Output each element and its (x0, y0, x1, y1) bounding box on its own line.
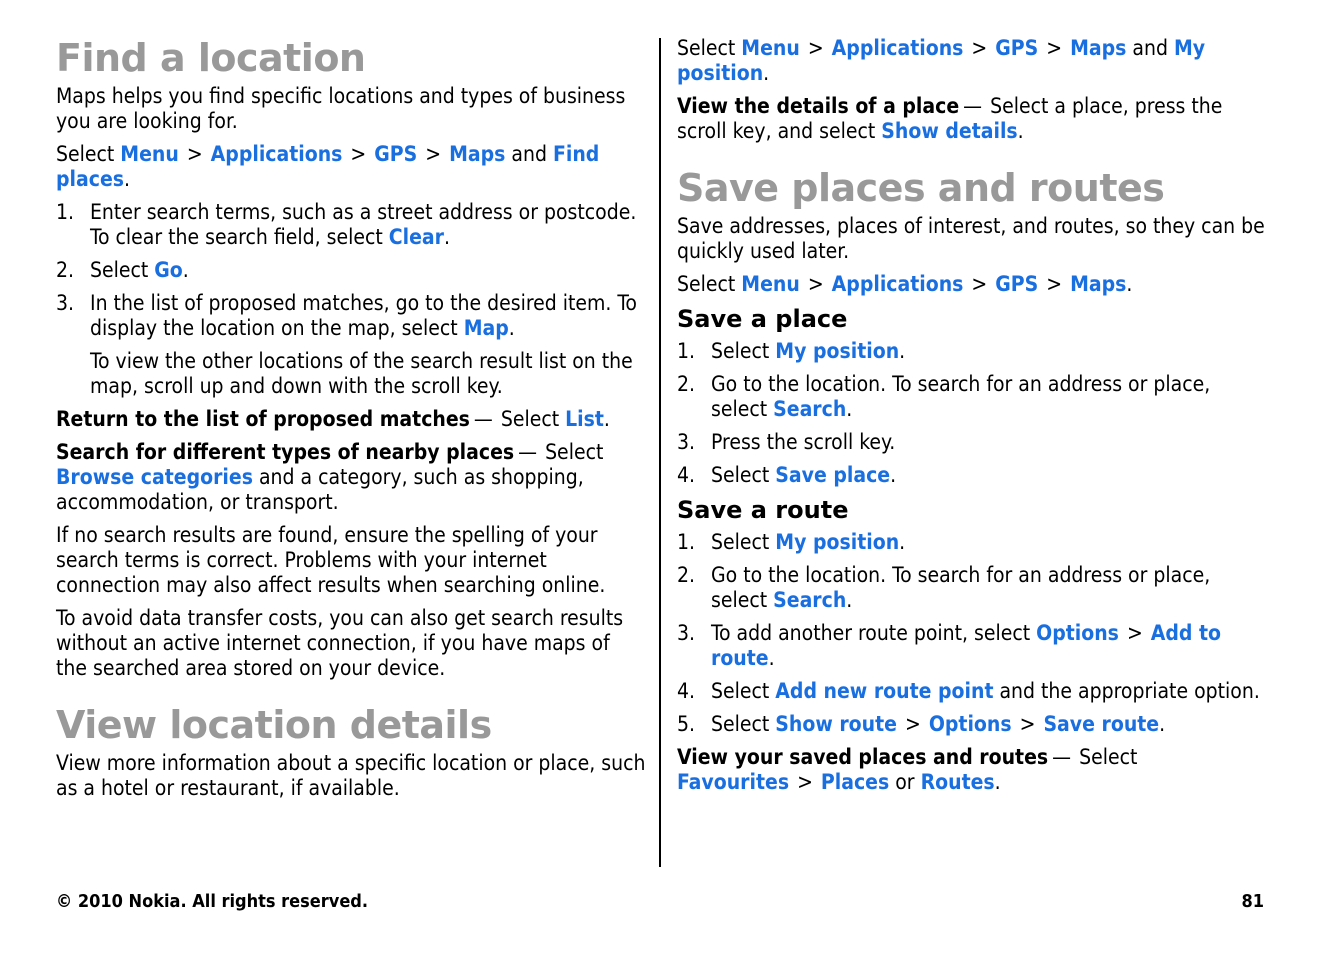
list-item-note: To view the other locations of the search result list on the map, scroll up and down with the scroll key. (90, 349, 633, 398)
saved-places-paragraph: View your saved places and routes — Select Favourites > Places or Routes. (677, 745, 1138, 794)
my-position-link[interactable]: My position (677, 36, 1206, 85)
nearby-places-paragraph: Search for different types of nearby places — Select Browse categories and a category, such as shopping, accommodation, or transport. (56, 440, 604, 514)
copyright-footer: © 2010 Nokia. All rights reserved. (56, 891, 369, 912)
maps-link[interactable]: Maps (1070, 272, 1127, 296)
show-route-link[interactable]: Show route (775, 712, 897, 736)
list-item: 1. Select My position. (677, 339, 906, 363)
save-route-subtitle: Save a route (677, 496, 849, 524)
options-link[interactable]: Options (1036, 621, 1119, 645)
add-new-route-point-link[interactable]: Add new route point (775, 679, 994, 703)
list-item: 3. Press the scroll key. (677, 430, 896, 454)
find-places-link[interactable]: Find places (56, 142, 600, 191)
list-item: 1. Enter search terms, such as a street address or postcode. To clear the search field, select Clear. (56, 200, 637, 249)
find-location-intro: Maps helps you find specific locations and types of business you are looking for. (56, 84, 626, 133)
list-item: 2. Go to the location. To search for an address or place, select Search. (677, 563, 1211, 612)
save-places-title: Save places and routes (677, 166, 1165, 210)
save-place-subtitle: Save a place (677, 305, 848, 333)
left-column (56, 36, 646, 809)
list-link[interactable]: List (565, 407, 604, 431)
list-item: 3. To add another route point, select Options > Add to route. (677, 621, 1222, 670)
save-route-steps (677, 530, 1267, 737)
list-item: 4. Select Save place. (677, 463, 897, 487)
options-link[interactable]: Options (928, 712, 1012, 736)
avoid-costs-paragraph: To avoid data transfer costs, you can also get search results without an active internet connection, if you have maps of the searched area stored on your device. (56, 606, 624, 680)
list-item: 4. Select Add new route point and the appropriate option. (677, 679, 1260, 703)
map-link[interactable]: Map (463, 316, 509, 340)
menu-link[interactable]: Menu (120, 142, 179, 166)
column-divider (659, 38, 661, 867)
my-position-link[interactable]: My position (775, 530, 900, 554)
menu-link[interactable]: Menu (741, 36, 800, 60)
places-link[interactable]: Places (820, 770, 890, 794)
save-place-link[interactable]: Save place (775, 463, 891, 487)
applications-link[interactable]: Applications (210, 142, 343, 166)
gps-link[interactable]: GPS (995, 36, 1039, 60)
save-route-link[interactable]: Save route (1043, 712, 1160, 736)
maps-link[interactable]: Maps (1070, 36, 1127, 60)
view-details-paragraph: View the details of a place — Select a place, press the scroll key, and select Show details. (677, 94, 1223, 143)
view-location-menu-path: Select Menu > Applications > GPS > Maps and My position. (677, 36, 1206, 85)
menu-link[interactable]: Menu (741, 272, 800, 296)
view-location-intro: View more information about a specific location or place, such as a hotel or restaurant, if available. (56, 751, 646, 800)
list-item: 3. In the list of proposed matches, go to the desired item. To display the location on the map, select Map. To view the other locations of the search result list on the map, scroll up and down with the scroll key. (56, 291, 646, 399)
add-to-route-link[interactable]: Add to route (711, 621, 1222, 670)
find-steps-list (56, 200, 646, 399)
save-places-menu-path: Select Menu > Applications > GPS > Maps. (677, 272, 1133, 296)
search-link[interactable]: Search (773, 397, 847, 421)
list-item: 1. Select My position. (677, 530, 906, 554)
no-results-paragraph: If no search results are found, ensure the spelling of your search terms is correct. Problems with your internet connection may also affect results when searching online. (56, 523, 606, 597)
gps-link[interactable]: GPS (995, 272, 1039, 296)
find-location-menu-path: Select Menu > Applications > GPS > Maps and Find places. (56, 142, 600, 191)
clear-link[interactable]: Clear (388, 225, 444, 249)
save-places-intro: Save addresses, places of interest, and routes, so they can be quickly used later. (677, 214, 1265, 263)
return-to-list-paragraph: Return to the list of proposed matches — Select List. (56, 407, 610, 431)
page-number: 81 (1241, 891, 1264, 912)
go-link[interactable]: Go (154, 258, 183, 282)
right-column (677, 36, 1267, 803)
maps-link[interactable]: Maps (449, 142, 506, 166)
show-details-link[interactable]: Show details (881, 119, 1018, 143)
routes-link[interactable]: Routes (920, 770, 995, 794)
find-location-title: Find a location (56, 36, 366, 80)
favourites-link[interactable]: Favourites (677, 770, 790, 794)
applications-link[interactable]: Applications (831, 36, 964, 60)
save-place-steps (677, 339, 1267, 488)
list-item: 2. Select Go. (56, 258, 189, 282)
search-link[interactable]: Search (773, 588, 847, 612)
view-location-title: View location details (56, 703, 492, 747)
my-position-link[interactable]: My position (775, 339, 900, 363)
browse-categories-link[interactable]: Browse categories (56, 465, 253, 489)
gps-link[interactable]: GPS (374, 142, 418, 166)
applications-link[interactable]: Applications (831, 272, 964, 296)
list-item: 2. Go to the location. To search for an address or place, select Search. (677, 372, 1211, 421)
list-item: 5. Select Show route > Options > Save route. (677, 712, 1166, 736)
